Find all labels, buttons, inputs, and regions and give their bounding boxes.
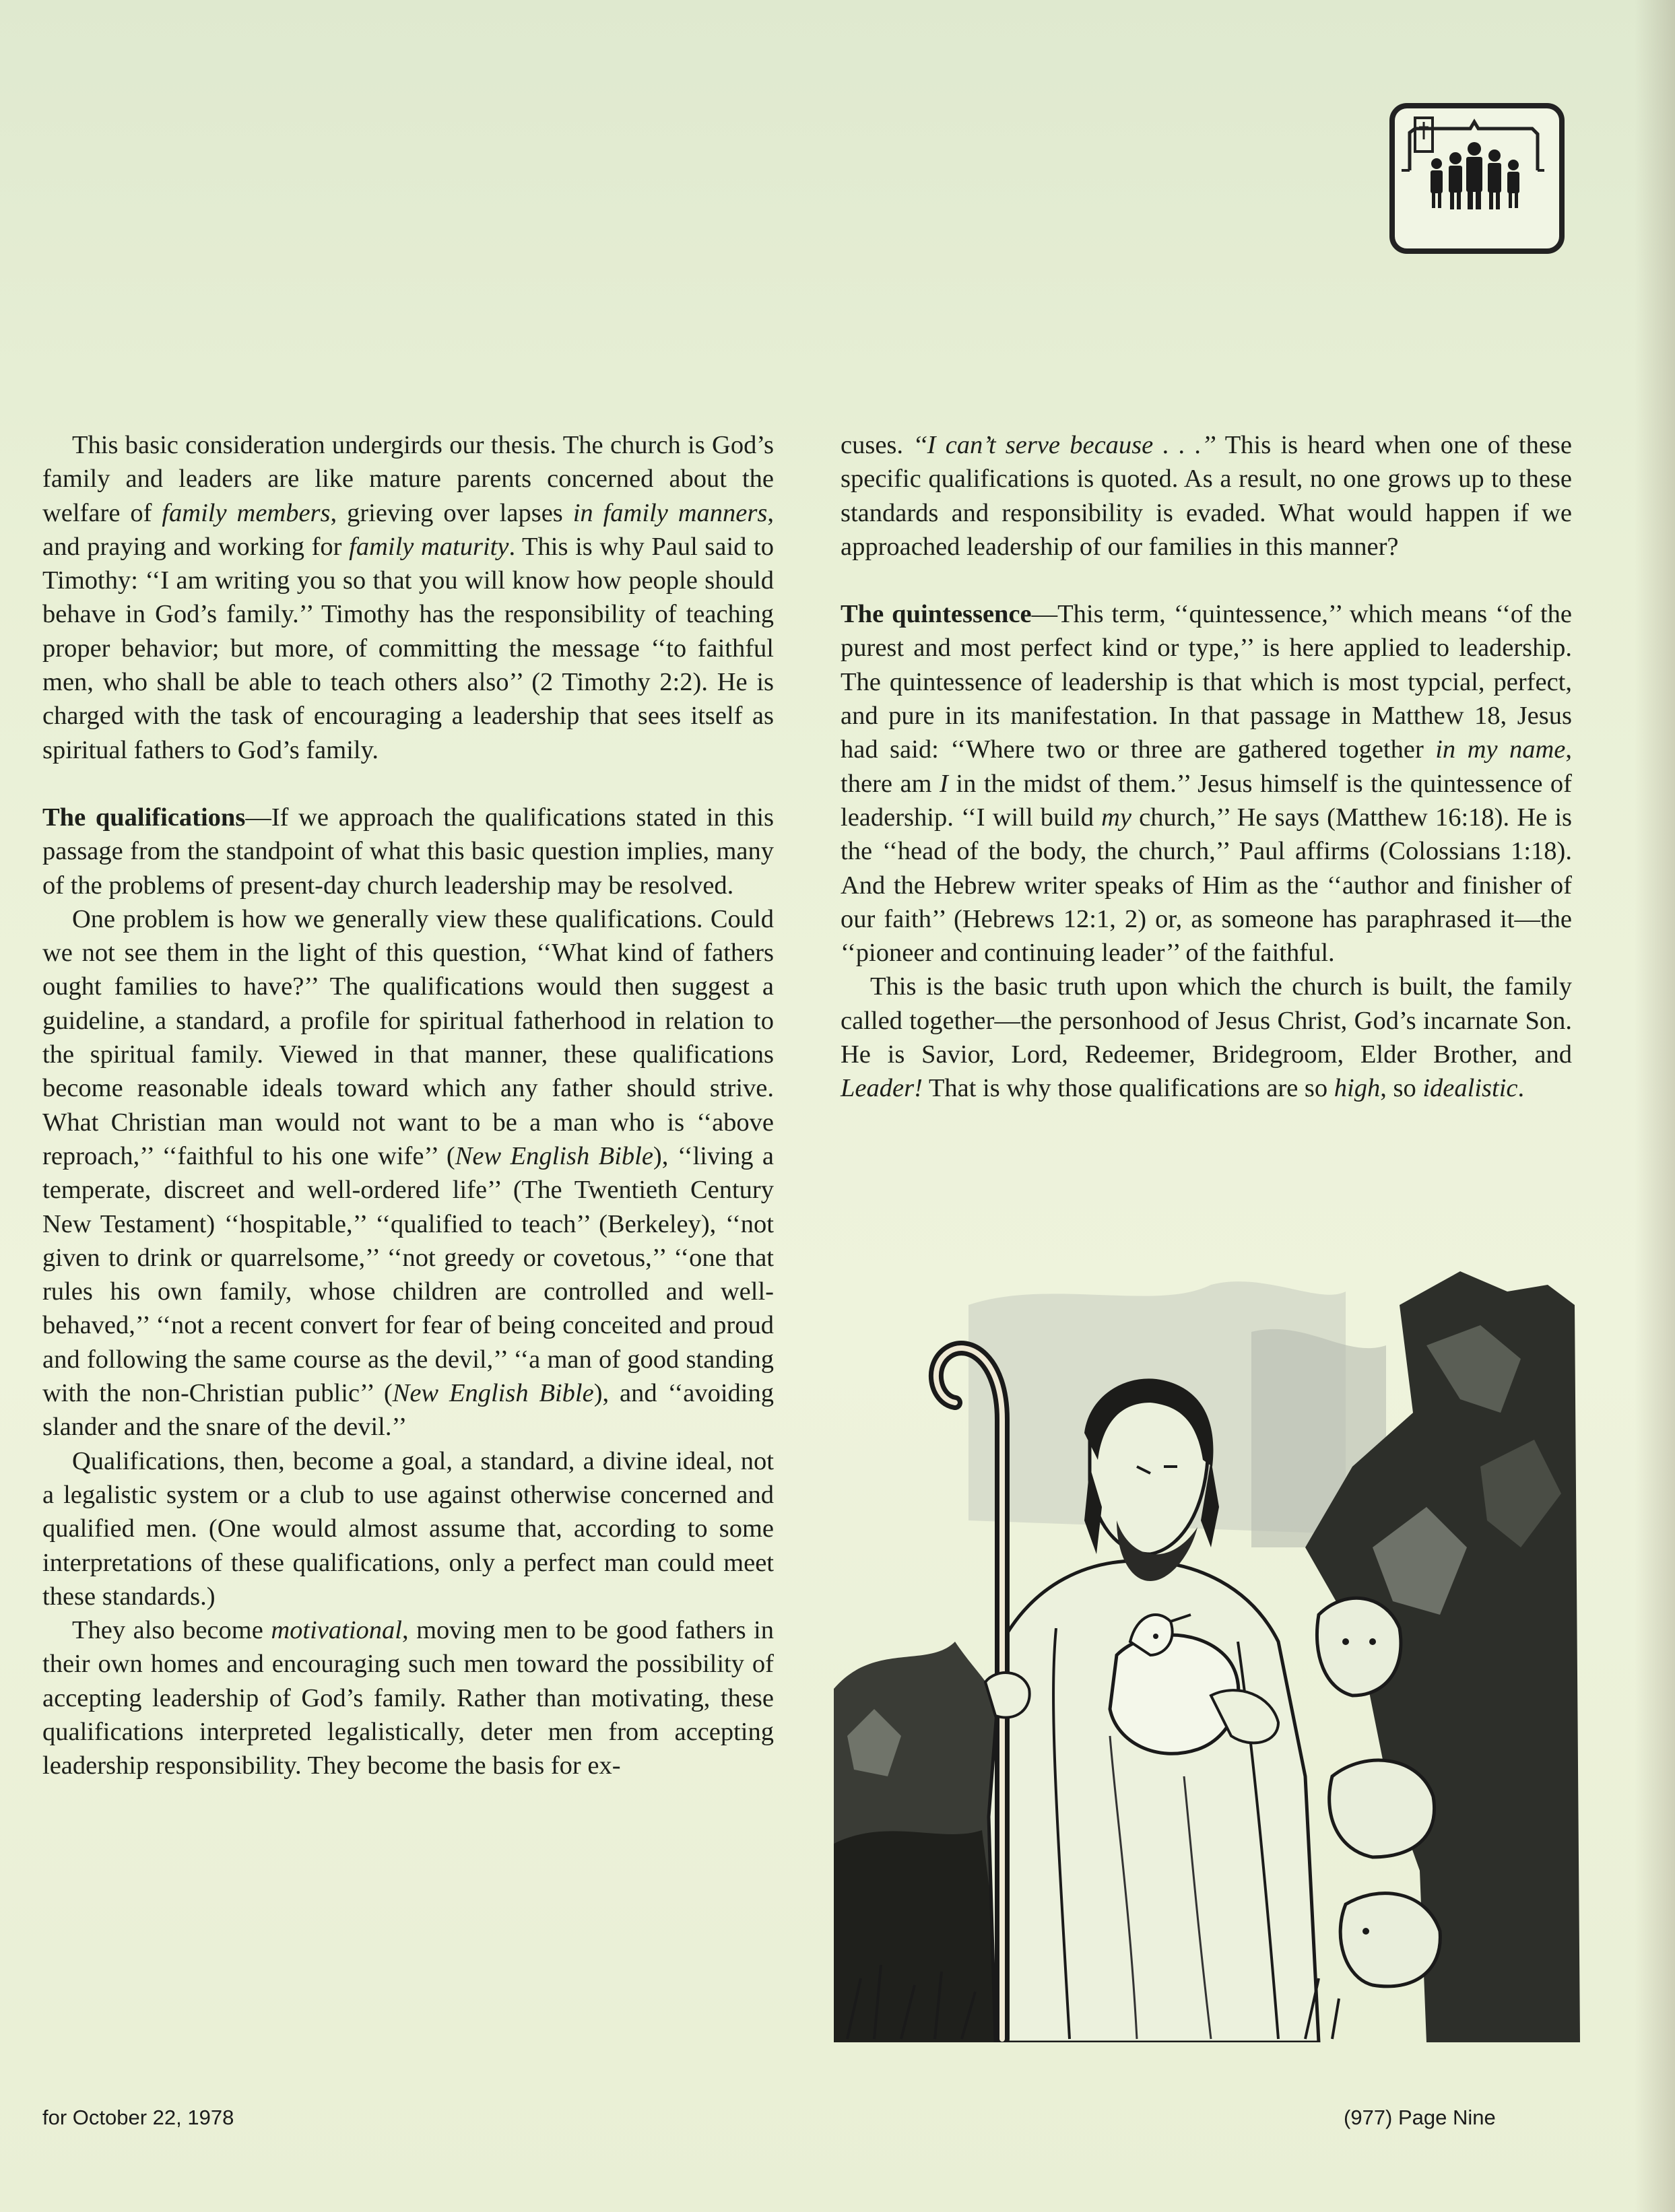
article-right-column <box>841 428 1572 1106</box>
paragraph: One problem is how we generally view these qualifications. Could we not see them in the light of this question, ‘‘What kind of fathers ought families to have?’’ The qualifications would then suggest a guideline, a standard, a profile for spiritual fatherhood in relation to the spiritual family. Viewed in that manner, these qualifications become reasonable ideals toward which any father should strive. What Christian man would not want to be a man who is ‘‘above reproach,’’ ‘‘faithful to his one wife’’ (New English Bible), ‘‘living a temperate, discreet and well-ordered life’’ (The Twentieth Century New Testament) ‘‘hospitable,’’ ‘‘qualified to teach’’ (Berkeley), ‘‘not given to drink or quarrelsome,’’ ‘‘not greedy or covetous,’’ ‘‘one that rules his own family, whose children are controlled and well-behaved,’’ ‘‘not a recent convert for fear of being conceited and proud and following the same course as the devil,’’ ‘‘a man of good standing with the non-Christian public’’ (New English Bible), and ‘‘avoiding slander and the snare of the devil.’’ <box>42 904 774 1442</box>
section-heading-qualifications: The qualifications <box>42 803 246 832</box>
paragraph: This is the basic truth upon which the church is built, the family called together—the personhood of Jesus Christ, God’s incarnate Son. He is Savior, Lord, Redeemer, Bridegroom, Elder Brother, and Leader! That is why those qualifications are so high, so idealistic. <box>841 972 1572 1103</box>
section-heading-quintessence: The quintessence <box>841 600 1032 629</box>
footer-date: for October 22, 1978 <box>42 2106 234 2129</box>
article-left-column <box>42 428 774 1783</box>
paragraph: cuses. ‘‘I can’t serve because . . .’’ This is heard when one of these specific qualifications is quoted. As a result, no one grows up to these standards and responsibility is evaded. What would happen if we approached leadership of our families in this manner? <box>841 431 1572 561</box>
page-edge-shadow <box>1635 0 1675 2212</box>
paragraph: The qualifications—If we approach the qualifications stated in this passage from the standpoint of what this basic question implies, many of the problems of present-day church leadership may be resolved. <box>42 803 774 900</box>
footer-page-number: (977) Page Nine <box>1344 2106 1496 2129</box>
paragraph: Qualifications, then, become a goal, a standard, a divine ideal, not a legalistic system or a club to use against otherwise concerned and qualified men. (One would almost assume that, according to some interpretations of these qualifications, only a perfect man could meet these standards.) <box>42 1446 774 1611</box>
shepherd-with-lamb-illustration <box>834 1265 1580 2042</box>
paragraph: This basic consideration undergirds our thesis. The church is God’s family and leaders are like mature parents concerned about the welfare of family members, grieving over lapses in family manners, and praying and working for family maturity. This is why Paul said to Timothy: ‘‘I am writing you so that you will know how people should behave in God’s family.’’ Timothy has the responsibility of teaching proper behavior; but more, of committing the message ‘‘to faithful men, who shall be able to teach others also’’ (2 Timothy 2:2). He is charged with the task of encouraging a leadership that sees itself as spiritual fathers to God’s family. <box>42 431 774 764</box>
paragraph: They also become motivational, moving men to be good fathers in their own homes and encouraging such men toward the possibility of accepting leadership of God’s family. Rather than motivating, these qualifications interpreted legalistically, deter men from accepting leadership responsibility. They become the basis for ex- <box>42 1616 774 1780</box>
paragraph: The quintessence—This term, ‘‘quintessence,’’ which means ‘‘of the purest and most perfect kind or type,’’ is here applied to leadership. The quintessence of leadership is that which is most typcial, perfect, and pure in its manifestation. In that passage in Matthew 18, Jesus had said: ‘‘Where two or three are gathered together in my name, there am I in the midst of them.’’ Jesus himself is the quintessence of leadership. ‘‘I will build my church,’’ He says (Matthew 16:18). He is the ‘‘head of the body, the church,’’ Paul affirms (Colossians 1:18). And the Hebrew writer speaks of Him as the ‘‘author and finisher of our faith’’ (Hebrews 12:1, 2) or, as someone has paraphrased it—the ‘‘pioneer and continuing leader’’ of the faithful. <box>841 600 1573 968</box>
family-church-icon <box>1389 103 1565 254</box>
